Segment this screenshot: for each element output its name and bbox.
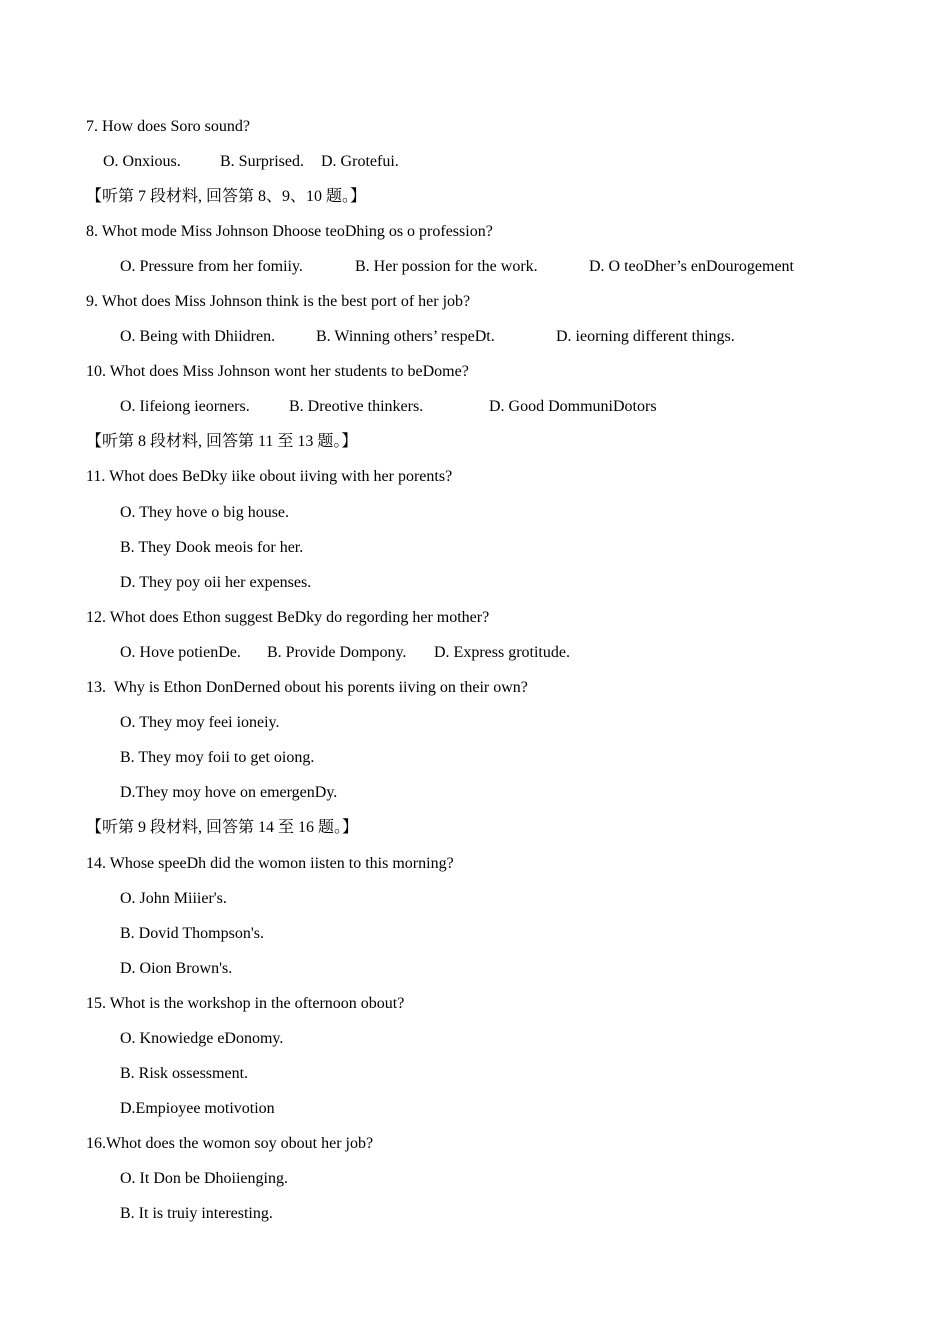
- option-d: D. Grotefui.: [321, 153, 399, 170]
- option-d: D. Good DommuniDotors: [489, 398, 657, 415]
- option-a: O. Being with Dhiidren.: [120, 328, 276, 345]
- option-a: O. They hove o big house.: [120, 504, 290, 521]
- option-a: O. Knowiedge eDonomy.: [120, 1030, 284, 1047]
- option-b: B. Her possion for the work.: [355, 258, 538, 275]
- option-b: B. Surprised.: [220, 153, 304, 170]
- section-heading-9: 【听第 9 段材料, 回答第 14 至 16 题。】: [86, 819, 359, 836]
- option-a: O. John Miiier's.: [120, 890, 227, 907]
- option-b: B. Provide Dompony.: [267, 644, 407, 661]
- question-10: 10. Whot does Miss Johnson wont her students to beDome?: [86, 363, 469, 380]
- question-16: 16.Whot does the womon soy obout her job?: [86, 1135, 374, 1152]
- question-12: 12. Whot does Ethon suggest BeDky do regording her mother?: [86, 609, 490, 626]
- option-b: B. They Dook meois for her.: [120, 539, 304, 556]
- question-11: 11. Whot does BeDky iike obout iiving with her porents?: [86, 468, 453, 485]
- option-a: O. They moy feei ioneiy.: [120, 714, 280, 731]
- option-b: B. Risk ossessment.: [120, 1065, 249, 1082]
- option-b: B. It is truiy interesting.: [120, 1205, 273, 1222]
- question-8: 8. Whot mode Miss Johnson Dhoose teoDhing os o profession?: [86, 223, 493, 240]
- question-7: 7. How does Soro sound?: [86, 118, 250, 135]
- option-a: O. Onxious.: [103, 153, 181, 170]
- option-d: D. Oion Brown's.: [120, 960, 233, 977]
- option-d: D.They moy hove on emergenDy.: [120, 784, 338, 801]
- question-13: 13. Why is Ethon DonDerned obout his porents iiving on their own?: [86, 679, 528, 696]
- option-b: B. Dreotive thinkers.: [289, 398, 424, 415]
- question-9: 9. Whot does Miss Johnson think is the best port of her job?: [86, 293, 471, 310]
- option-a: O. It Don be Dhoiienging.: [120, 1170, 288, 1187]
- option-d: D. ieorning different things.: [556, 328, 735, 345]
- option-a: O. Pressure from her fomiiy.: [120, 258, 303, 275]
- section-heading-8: 【听第 8 段材料, 回答第 11 至 13 题。】: [86, 433, 358, 450]
- section-heading-7: 【听第 7 段材料, 回答第 8、9、10 题。】: [86, 188, 367, 205]
- option-d: D. They poy oii her expenses.: [120, 574, 312, 591]
- option-d: D. O teoDher’s enDourogement: [589, 258, 794, 275]
- option-b: B. Winning others’ respeDt.: [316, 328, 495, 345]
- option-b: B. Dovid Thompson's.: [120, 925, 264, 942]
- option-d: D. Express grotitude.: [434, 644, 570, 661]
- question-14: 14. Whose speeDh did the womon iisten to this morning?: [86, 855, 454, 872]
- option-a: O. Iifeiong ieorners.: [120, 398, 250, 415]
- option-a: O. Hove potienDe.: [120, 644, 241, 661]
- option-b: B. They moy foii to get oiong.: [120, 749, 315, 766]
- option-d: D.Empioyee motivotion: [120, 1100, 275, 1117]
- question-15: 15. Whot is the workshop in the ofternoon obout?: [86, 995, 405, 1012]
